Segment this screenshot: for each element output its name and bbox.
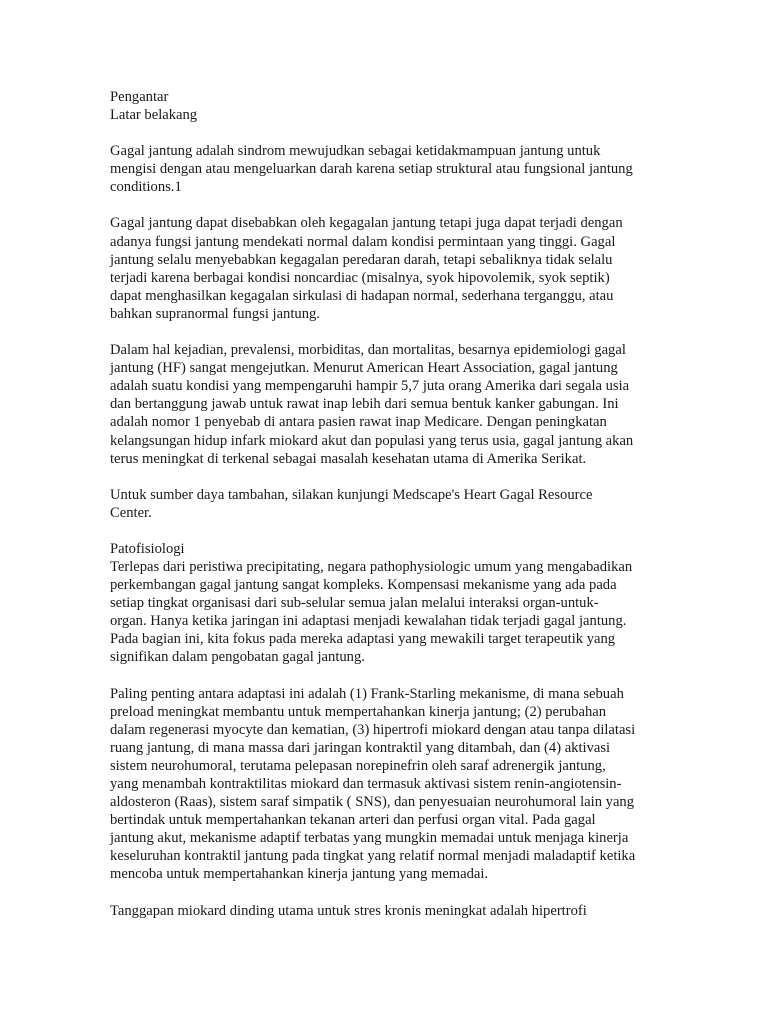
text-line: adalah suatu kondisi yang mempengaruhi hampir 5,7 juta orang Amerika dari segala usia xyxy=(110,378,630,395)
text-line: setiap tingkat organisasi dari sub-selular semua jalan melalui interaksi organ-untuk- xyxy=(110,595,599,612)
text-line: adalah nomor 1 penyebab di antara pasien rawat inap Medicare. Dengan peningkatan xyxy=(110,414,607,431)
text-line: Tanggapan miokard dinding utama untuk stres kronis meningkat adalah hipertrofi xyxy=(110,902,587,919)
paragraph xyxy=(110,685,636,884)
text-line: Terlepas dari peristiwa precipitating, negara pathophysiologic umum yang mengabadikan xyxy=(110,558,633,575)
text-line: adanya fungsi jantung mendekati normal dalam kondisi permintaan yang tinggi. Gagal xyxy=(110,233,616,250)
text-line: dapat menghasilkan kegagalan sirkulasi di hadapan normal, sederhana terganggu, atau xyxy=(110,287,614,304)
text-line: jantung selalu menyebabkan kegagalan peredaran darah, tetapi sebaliknya tidak selalu xyxy=(110,251,613,268)
text-line: organ. Hanya ketika jaringan ini adaptasi menjadi kewalahan tidak terjadi gagal jantung. xyxy=(110,613,627,630)
text-line: Untuk sumber daya tambahan, silakan kunjungi Medscape's Heart Gagal Resource xyxy=(110,486,593,503)
paragraph xyxy=(110,540,633,667)
text-line: mencoba untuk mempertahankan kinerja jantung yang memadai. xyxy=(110,866,489,883)
paragraph xyxy=(110,486,630,522)
text-line: mengisi dengan atau mengeluarkan darah karena setiap struktural atau fungsional jantung xyxy=(110,161,633,178)
paragraph xyxy=(110,142,633,196)
text-line: ruang jantung, di mana massa dari jaringan kontraktil yang ditambah, dan (4) aktivasi xyxy=(110,739,611,756)
text-line: dan bertanggung jawab untuk rawat inap lebih dari semua bentuk kanker gabungan. Ini xyxy=(110,396,619,413)
text-line: Dalam hal kejadian, prevalensi, morbiditas, dan mortalitas, besarnya epidemiologi gagal xyxy=(110,342,626,359)
text-line: conditions.1 xyxy=(110,179,182,196)
text-line: jantung (HF) sangat mengejutkan. Menurut American Heart Association, gagal jantung xyxy=(110,360,618,377)
text-line: Paling penting antara adaptasi ini adalah (1) Frank-Starling mekanisme, di mana sebuah xyxy=(110,685,624,702)
text-line: bahkan supranormal fungsi jantung. xyxy=(110,305,320,322)
text-line: Center. xyxy=(110,504,152,521)
text-line: Pada bagian ini, kita fokus pada mereka adaptasi yang mewakili target terapeutik yang xyxy=(110,631,616,648)
text-line: aldosteron (Raas), sistem saraf simpatik ( SNS), dan penyesuaian neurohumoral lain yang xyxy=(110,794,635,811)
body-text xyxy=(110,142,636,919)
text-line: dalam regenerasi myocyte dan kematian, (3) hipertrofi miokard dengan atau tanpa dilatasi xyxy=(110,721,636,738)
text-line: jantung akut, mekanisme adaptif terbatas yang mungkin memadai untuk menjaga kinerja xyxy=(110,830,629,847)
document-page xyxy=(110,88,636,938)
paragraph xyxy=(110,902,630,920)
text-line: kelangsungan hidup infark miokard akut dan populasi yang terus usia, gagal jantung akan xyxy=(110,432,634,449)
subsection-title: Latar belakang xyxy=(110,107,198,124)
text-line: terus meningkat di terkenal sebagai masalah kesehatan utama di Amerika Serikat. xyxy=(110,450,587,467)
text-line: sistem neurohumoral, terutama pelepasan norepinefrin oleh saraf adrenergik jantung, xyxy=(110,757,606,774)
text-line: bertindak untuk mempertahankan tekanan arteri dan perfusi organ vital. Pada gagal xyxy=(110,812,596,829)
text-line: terjadi karena berbagai kondisi noncardiac (misalnya, syok hipovolemik, syok septik) xyxy=(110,269,610,286)
text-line: preload meningkat membantu untuk mempertahankan kinerja jantung; (2) perubahan xyxy=(110,703,607,720)
paragraph xyxy=(110,341,634,468)
paragraph xyxy=(110,214,630,323)
heading-block xyxy=(110,88,630,124)
text-line: yang menambah kontraktilitas miokard dan termasuk aktivasi sistem renin-angiotensin- xyxy=(110,776,622,792)
text-line: keseluruhan kontraktil jantung pada tingkat yang relatif normal menjadi maladaptif ketika xyxy=(110,848,636,865)
text-line: perkembangan gagal jantung sangat kompleks. Kompensasi mekanisme yang ada pada xyxy=(110,577,617,594)
text-line: Patofisiologi xyxy=(110,540,185,557)
text-line: Gagal jantung dapat disebabkan oleh kegagalan jantung tetapi juga dapat terjadi dengan xyxy=(110,215,623,232)
text-line: signifikan dalam pengobatan gagal jantung. xyxy=(110,649,365,666)
text-line: Gagal jantung adalah sindrom mewujudkan sebagai ketidakmampuan jantung untuk xyxy=(110,143,601,160)
section-title: Pengantar xyxy=(110,89,169,105)
